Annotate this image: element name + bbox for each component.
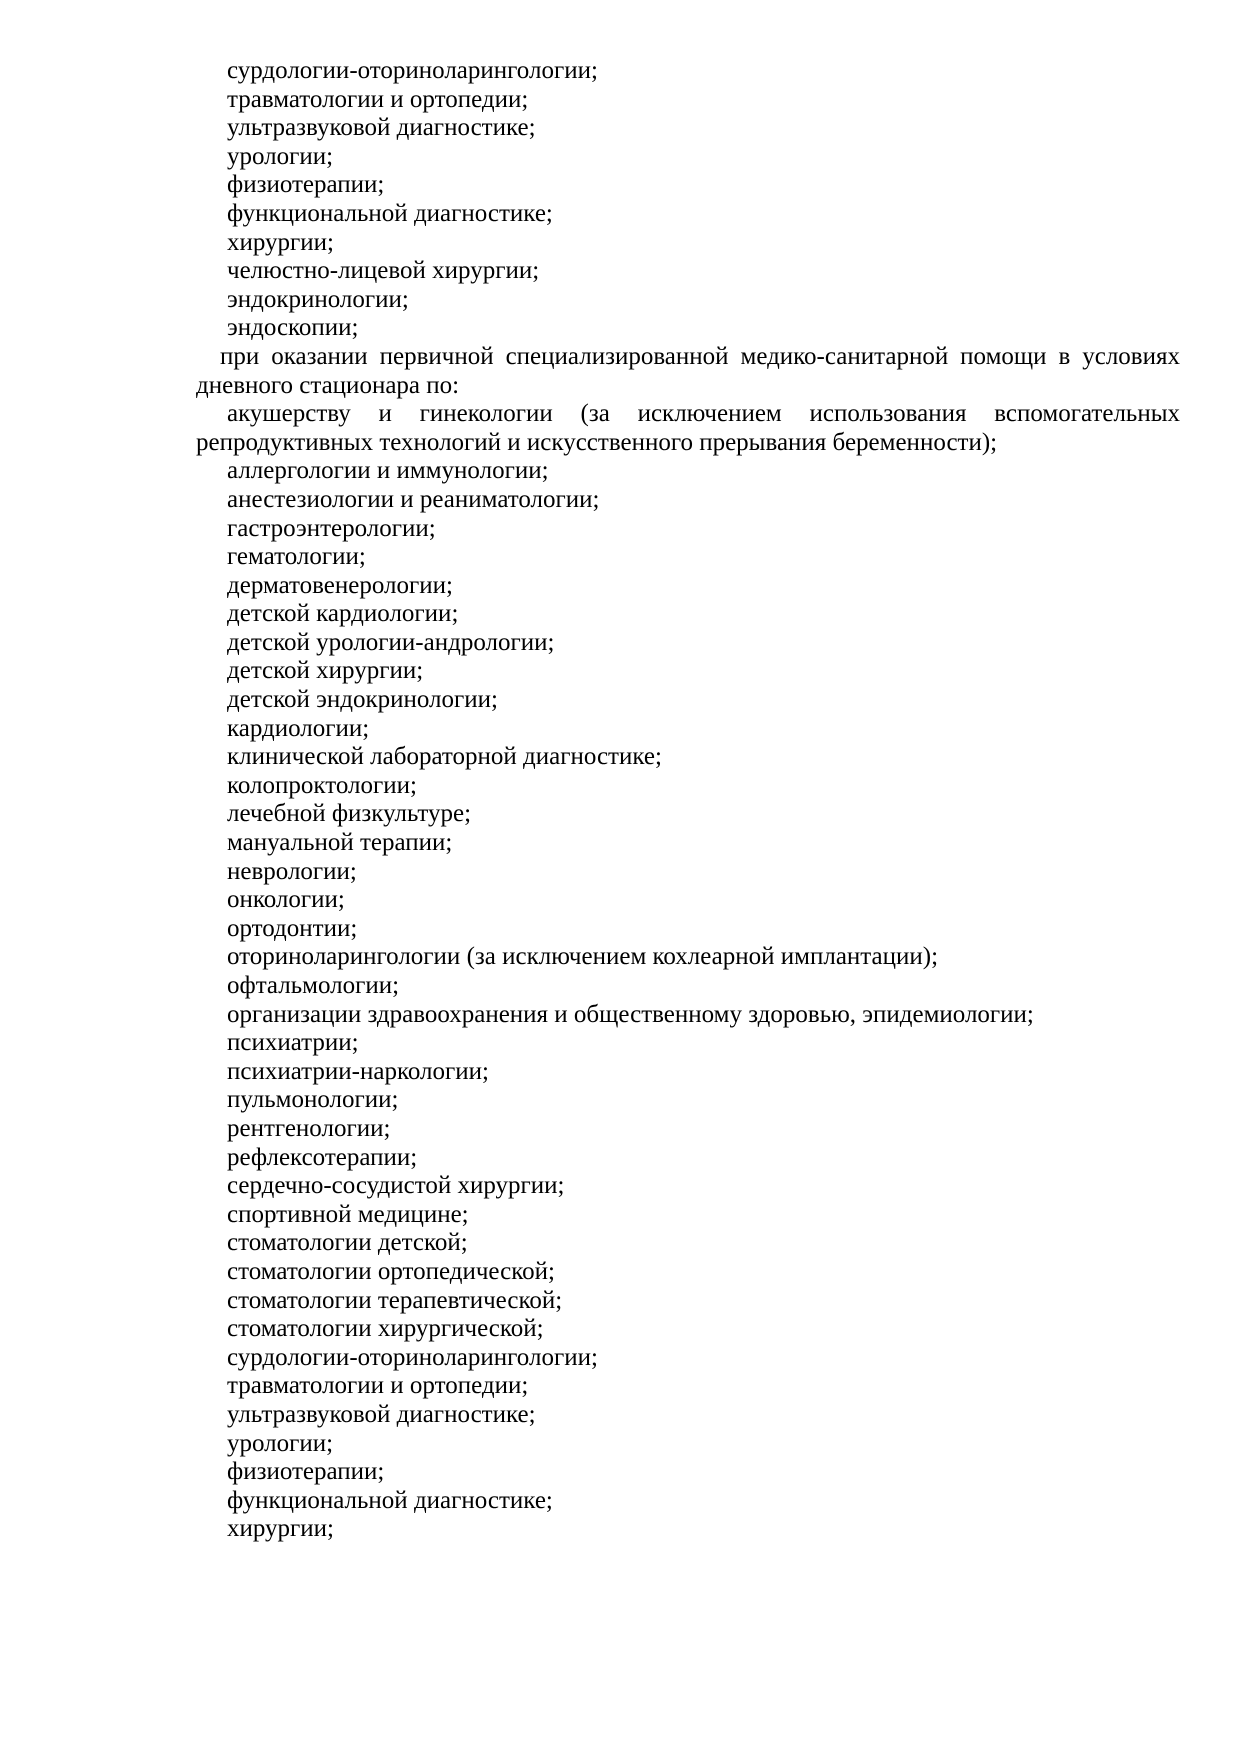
doc-line: неврологии; (227, 857, 357, 885)
doc-line: детской кардиологии; (227, 600, 459, 628)
doc-line: хирургии; (227, 228, 335, 256)
doc-line: мануальной терапии; (227, 829, 453, 857)
doc-line: лечебной физкультуре; (227, 800, 472, 828)
doc-line: урологии; (227, 1429, 334, 1457)
doc-line: при оказании первичной специализированной медико-санитарной помощи в условиях (220, 342, 1180, 370)
doc-line: рентгенологии; (227, 1114, 391, 1142)
doc-line: стоматологии хирургической; (227, 1315, 544, 1343)
doc-line: стоматологии детской; (227, 1229, 468, 1257)
doc-line: эндоскопии; (227, 314, 359, 342)
doc-line: дневного стационара по: (196, 371, 460, 399)
doc-line: эндокринологии; (227, 285, 409, 313)
doc-line: ультразвуковой диагностике; (227, 1400, 536, 1428)
doc-line: психиатрии; (227, 1029, 359, 1057)
doc-line: челюстно-лицевой хирургии; (227, 257, 540, 285)
doc-line: аллергологии и иммунологии; (227, 457, 549, 485)
doc-line: оториноларингологии (за исключением кохлеарной имплантации); (227, 943, 939, 971)
doc-line: детской хирургии; (227, 657, 424, 685)
doc-line: травматологии и ортопедии; (227, 1372, 529, 1400)
doc-line: стоматологии ортопедической; (227, 1257, 555, 1285)
doc-line: дерматовенерологии; (227, 571, 453, 599)
doc-line: стоматологии терапевтической; (227, 1286, 563, 1314)
doc-line: физиотерапии; (227, 1458, 385, 1486)
doc-line: сурдологии-оториноларингологии; (227, 57, 598, 84)
doc-line: анестезиологии и реаниматологии; (227, 485, 600, 513)
doc-line: хирургии; (227, 1515, 335, 1543)
doc-line: ультразвуковой диагностике; (227, 114, 536, 142)
doc-line: пульмонологии; (227, 1086, 399, 1114)
doc-line: функциональной диагностике; (227, 1486, 553, 1514)
doc-line: офтальмологии; (227, 972, 400, 999)
doc-line: акушерству и гинекологии (за исключением использования вспомогательных (227, 400, 1180, 428)
doc-line: онкологии; (227, 886, 345, 914)
doc-line: организации здравоохранения и общественному здоровью, эпидемиологии; (227, 1000, 1034, 1028)
doc-line: детской эндокринологии; (227, 686, 498, 714)
doc-line: колопроктологии; (227, 771, 417, 799)
doc-line: гастроэнтерологии; (227, 514, 436, 542)
doc-line: физиотерапии; (227, 171, 385, 199)
doc-line: спортивной медицине; (227, 1200, 469, 1228)
doc-line: ортодонтии; (227, 914, 358, 942)
doc-line: сердечно-сосудистой хирургии; (227, 1172, 565, 1200)
doc-line: функциональной диагностике; (227, 199, 553, 227)
doc-line: психиатрии-наркологии; (227, 1057, 489, 1085)
doc-line: кардиологии; (227, 714, 370, 742)
doc-line: детской урологии-андрологии; (227, 628, 555, 656)
doc-line: сурдологии-оториноларингологии; (227, 1343, 598, 1371)
license-specialties-text (196, 57, 1180, 1544)
doc-line: репродуктивных технологий и искусственного прерывания беременности); (196, 428, 998, 456)
doc-line: рефлексотерапии; (227, 1143, 418, 1171)
doc-line: гематологии; (227, 543, 366, 571)
doc-line: травматологии и ортопедии; (227, 85, 529, 113)
doc-line: урологии; (227, 142, 334, 170)
doc-line: клинической лабораторной диагностике; (227, 743, 662, 771)
